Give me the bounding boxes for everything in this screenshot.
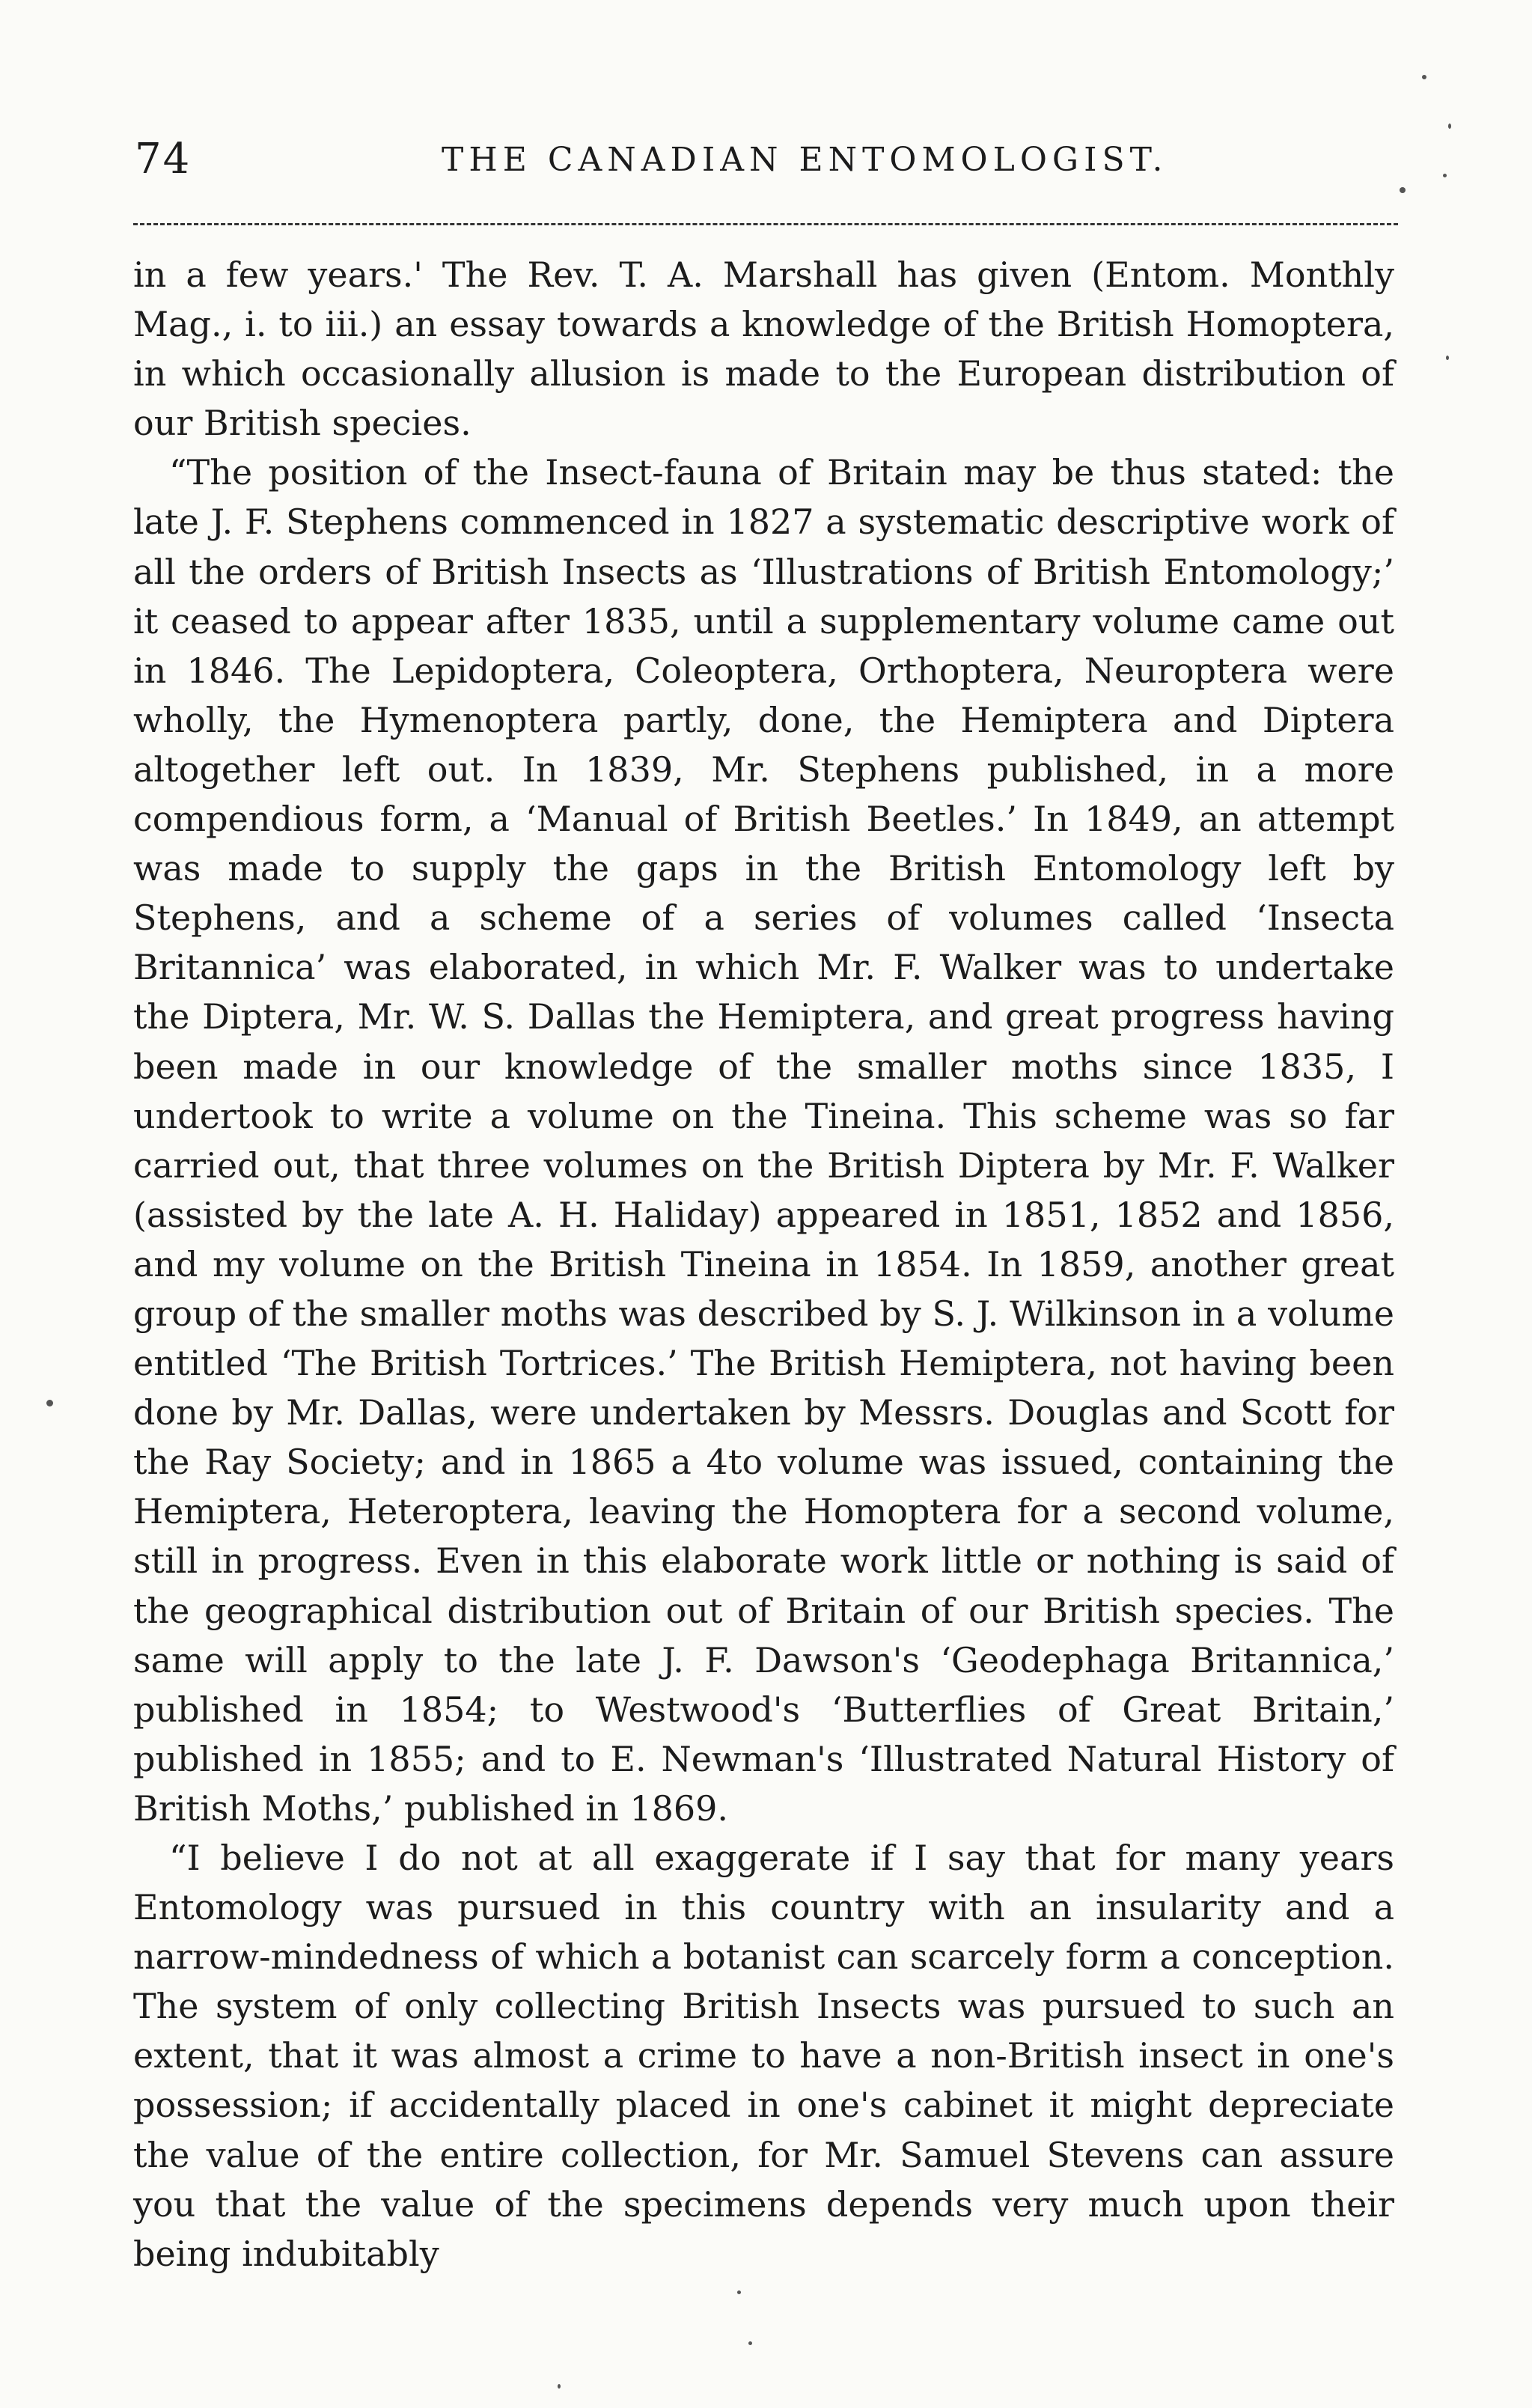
page-number: 74 <box>135 135 192 183</box>
scan-speck <box>1400 187 1406 193</box>
scan-speck <box>748 2341 752 2345</box>
running-head: THE CANADIAN ENTOMOLOGIST. <box>442 141 1168 179</box>
body-text <box>133 250 1394 2279</box>
paragraph-3: “I believe I do not at all exaggerate if I say that for many years Entomology was pursued in this country with an insularity and a narrow-mindedness of which a botanist can scarcely form a conception. The system of only collecting British Insects was pursued to such an extent, that it was almost a crime to have a non-British insect in one's possession; if accidentally placed in one's cabinet it might depreciate the value of the entire collection, for Mr. Samuel Stevens can assure you that the value of the specimens depends very much upon their being indubitably <box>133 1838 1394 2274</box>
scan-speck <box>1448 124 1451 129</box>
paragraph-1: in a few years.' The Rev. T. A. Marshall has given (Entom. Monthly Mag., i. to iii.) an essay towards a knowledge of the British Homoptera, in which occasionally allusion is made to the European distribution of our British species. <box>133 254 1394 444</box>
scan-speck <box>1446 356 1449 360</box>
header-rule <box>133 223 1398 225</box>
page-header <box>127 135 1400 195</box>
scan-speck <box>46 1400 53 1406</box>
scan-speck <box>737 2290 741 2294</box>
scan-speck <box>1422 75 1426 79</box>
paragraph-2: “The position of the Insect-fauna of Britain may be thus stated: the late J. F. Stephens commenced in 1827 a systematic descriptive work of all the orders of British Insects as ‘Illustrations of British Entomology;’ it ceased to appear after 1835, until a supplementary volume came out in 1846. The Lepidoptera, Coleoptera, Orthoptera, Neuroptera were wholly, the Hymenoptera partly, done, the Hemiptera and Diptera altogether left out. In 1839, Mr. Stephens published, in a more compendious form, a ‘Manual of British Beetles.’ In 1849, an attempt was made to supply the gaps in the British Entomology left by Stephens, and a scheme of a series of volumes called ‘Insecta Britannica’ was elaborated, in which Mr. F. Walker was to undertake the Diptera, Mr. W. S. Dallas the Hemiptera, and great progress having been made in our knowledge of the smaller moths since 1835, I undertook to write a volume on the Tineina. This scheme was so far carried out, that three volumes on the British Diptera by Mr. F. Walker (assisted by the late A. H. Haliday) appeared in 1851, 1852 and 1856, and my volume on the British Tineina in 1854. In 1859, another great group of the smaller moths was described by S. J. Wilkinson in a volume entitled ‘The British Tortrices.’ The British Hemiptera, not having been done by Mr. Dallas, were undertaken by Messrs. Douglas and Scott for the Ray Society; and in 1865 a 4to volume was issued, containing the Hemiptera, Heteroptera, leaving the Homoptera for a second volume, still in progress. Even in this elaborate work little or nothing is said of the geographical distribution out of Britain of our British species. The same will apply to the late J. F. Dawson's ‘Geodephaga Britannica,’ published in 1854; to Westwood's ‘Butterflies of Great Britain,’ published in 1855; and to E. Newman's ‘Illustrated Natural History of British Moths,’ published in 1869. <box>133 452 1394 1829</box>
scan-speck <box>1443 174 1447 177</box>
scan-speck <box>558 2384 561 2389</box>
